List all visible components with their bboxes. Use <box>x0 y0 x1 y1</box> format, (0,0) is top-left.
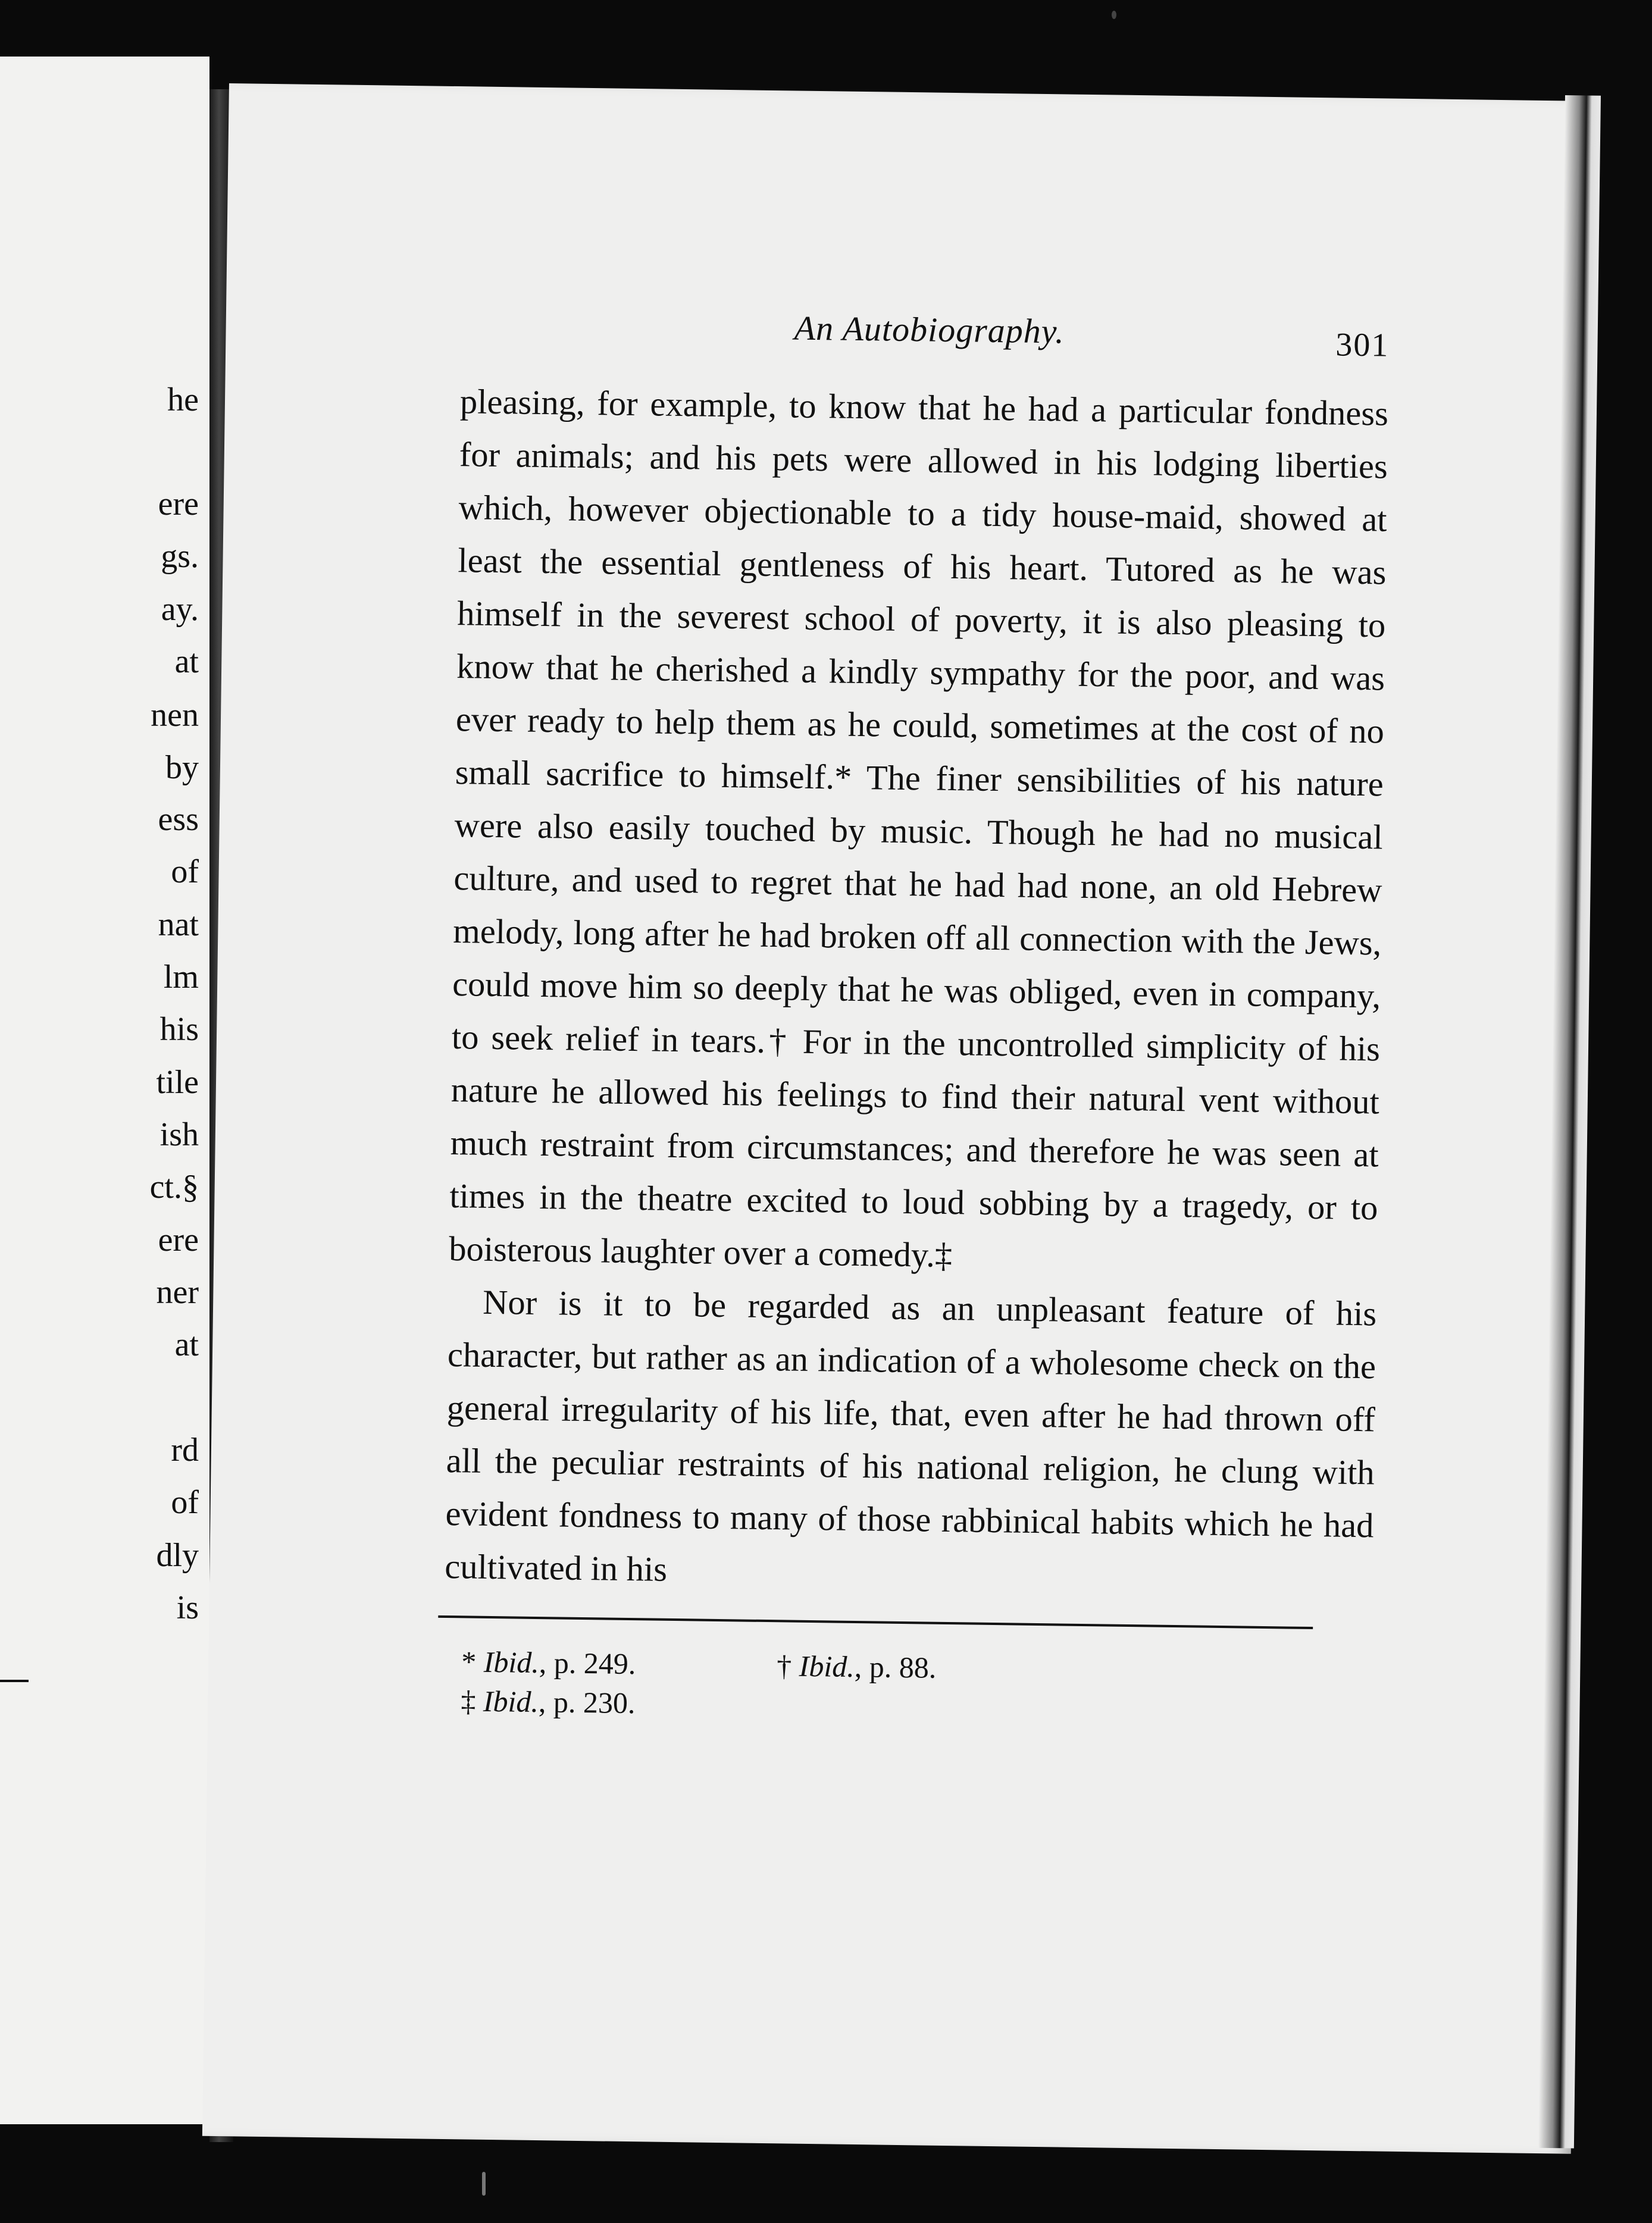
left-fragment: nat <box>158 906 199 943</box>
left-fragment: at <box>174 1326 199 1363</box>
left-fragment: dly <box>156 1537 199 1574</box>
running-title: An Autobiography. <box>794 308 1065 351</box>
left-fragment: tile <box>156 1064 199 1101</box>
paragraph: Nor is it to be regarded as an unpleasant feature of his character, but rather as an indication of a wholesome check on the general irregularity of his life, that, even after he had thrown off all the peculiar restraints of his national religion, he clung with evident fondness to many of those rabbinical habits which he had cultivated in his <box>444 1282 1377 1589</box>
footnote-source: Ibid. <box>483 1645 540 1680</box>
left-fragment: of <box>171 1484 199 1521</box>
left-fragment: ct.§ <box>149 1169 199 1206</box>
left-fragment: he <box>167 381 199 418</box>
left-fragment: is <box>176 1589 199 1626</box>
left-fragment: gs. <box>161 538 199 575</box>
footnote-page: , p. 88. <box>854 1649 937 1685</box>
body-text <box>445 375 1389 1605</box>
left-fragment: nen <box>151 697 199 734</box>
footnote-source: Ibid. <box>799 1649 855 1683</box>
footnote <box>461 1681 636 1723</box>
footnote <box>777 1646 937 1687</box>
right-page-content <box>443 303 1390 1749</box>
left-page-text-fragments <box>0 57 209 2124</box>
footnotes <box>443 1642 1372 1749</box>
left-fragment: at <box>174 643 199 680</box>
left-fragment: ay. <box>161 591 199 628</box>
left-fragment: ere <box>158 486 199 522</box>
left-fragment: ere <box>158 1222 199 1258</box>
footnote <box>461 1642 636 1683</box>
footnote-page: , p. 230. <box>538 1685 636 1720</box>
footnote-rule <box>438 1615 1313 1629</box>
left-page-footnote-rule <box>0 1680 29 1682</box>
left-page <box>0 57 209 2124</box>
running-head <box>461 303 1390 387</box>
footnote-mark: * <box>461 1645 477 1679</box>
left-fragment: lm <box>163 959 199 995</box>
footnote-source: Ibid. <box>483 1684 539 1719</box>
scan-speck <box>482 2172 486 2196</box>
footnote-page: , p. 249. <box>539 1646 636 1681</box>
scan-speck <box>1112 11 1116 19</box>
footnote-mark: † <box>776 1649 792 1683</box>
paragraph: pleasing, for example, to know that he had a particular fondness for animals; and his pets were allowed in his lodging liberties which, however objectionable to a tidy house-maid, showed at least the essential gentleness of his heart. Tutored as he was himself in the severest school of poverty, it is also pleasing to know that he cherished a kindly sympathy for the poor, and was ever ready to help them as he could, sometimes at the cost of no small sacrifice to himself.* The finer sensibilities of his nature were also easily touched by music. Though he had no musical culture, and used to regret that he had had none, an old Hebrew melody, long after he had broken off all connection with the Jews, could move him so deeply that he was obliged, even in company, to seek relief in tears.† For in the uncontrolled simplicity of his nature he allowed his feelings to find their natural vent without much restraint from circumstances; and therefore he was seen at times in the theatre excited to loud sobbing by a tragedy, or to boisterous laughter over a comedy.‡ <box>448 382 1389 1275</box>
left-fragment: by <box>165 749 199 786</box>
right-page <box>202 83 1598 2154</box>
footnote-mark: ‡ <box>461 1684 476 1718</box>
page-number: 301 <box>1335 326 1390 364</box>
left-fragment: of <box>171 853 199 890</box>
left-fragment: rd <box>171 1432 199 1469</box>
left-fragment: ish <box>159 1116 199 1153</box>
left-fragment: his <box>159 1011 199 1048</box>
left-fragment: ner <box>156 1274 199 1311</box>
left-fragment: ess <box>158 801 199 838</box>
